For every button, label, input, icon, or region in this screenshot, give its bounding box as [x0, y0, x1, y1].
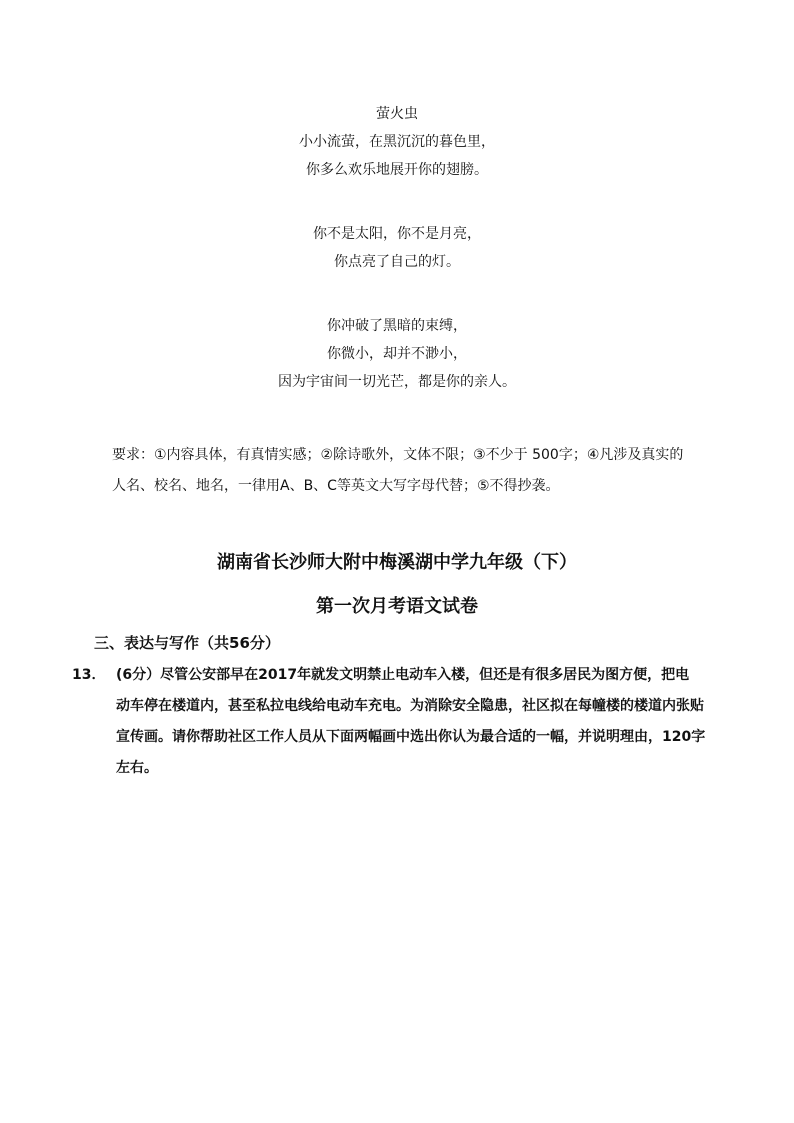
- poem-line: 因为宇宙间一切光芒，都是你的亲人。: [278, 374, 516, 390]
- poem-title: 萤火虫: [376, 106, 418, 122]
- question-text: 宣传画。请你帮助社区工作人员从下面两幅画中选出你认为最合适的一幅，并说明理由，120字: [116, 729, 706, 745]
- question-text: 动车停在楼道内，甚至私拉电线给电动车充电。为消除安全隐患，社区拟在每幢楼的楼道内张贴: [116, 698, 704, 714]
- question-text: (6分）尽管公安部早在2017年就发文明禁止电动车入楼，但还是有很多居民为图方便，把电: [116, 667, 690, 683]
- poem-line: 你不是太阳，你不是月亮，: [313, 226, 481, 242]
- question-number: 13．: [72, 667, 106, 683]
- poem-line: 小小流萤，在黑沉沉的暮色里，: [299, 134, 495, 150]
- section-heading: 三、表达与写作（共56分）: [94, 634, 280, 652]
- requirements-line: 人名、校名、地名，一律用A、B、C等英文大写字母代替；⑤不得抄袭。: [112, 478, 560, 494]
- requirements-line: 要求：①内容具体，有真情实感；②除诗歌外，文体不限；③不少于 500字；④凡涉及真实的: [112, 447, 684, 463]
- poem-line: 你冲破了黑暗的束缚，: [327, 318, 467, 334]
- poem: [0, 100, 794, 396]
- poem-line: 你微小，却并不渺小，: [327, 346, 467, 362]
- exam-title: 湖南省长沙师大附中梅溪湖中学九年级（下）: [217, 552, 577, 573]
- poem-line: 你点亮了自己的灯。: [334, 254, 460, 270]
- question-text: 左右。: [116, 760, 158, 776]
- poem-line: 你多么欢乐地展开你的翅膀。: [306, 162, 488, 178]
- exam-subtitle: 第一次月考语文试卷: [316, 596, 478, 617]
- writing-requirements: [112, 440, 708, 502]
- question-13: [72, 660, 706, 784]
